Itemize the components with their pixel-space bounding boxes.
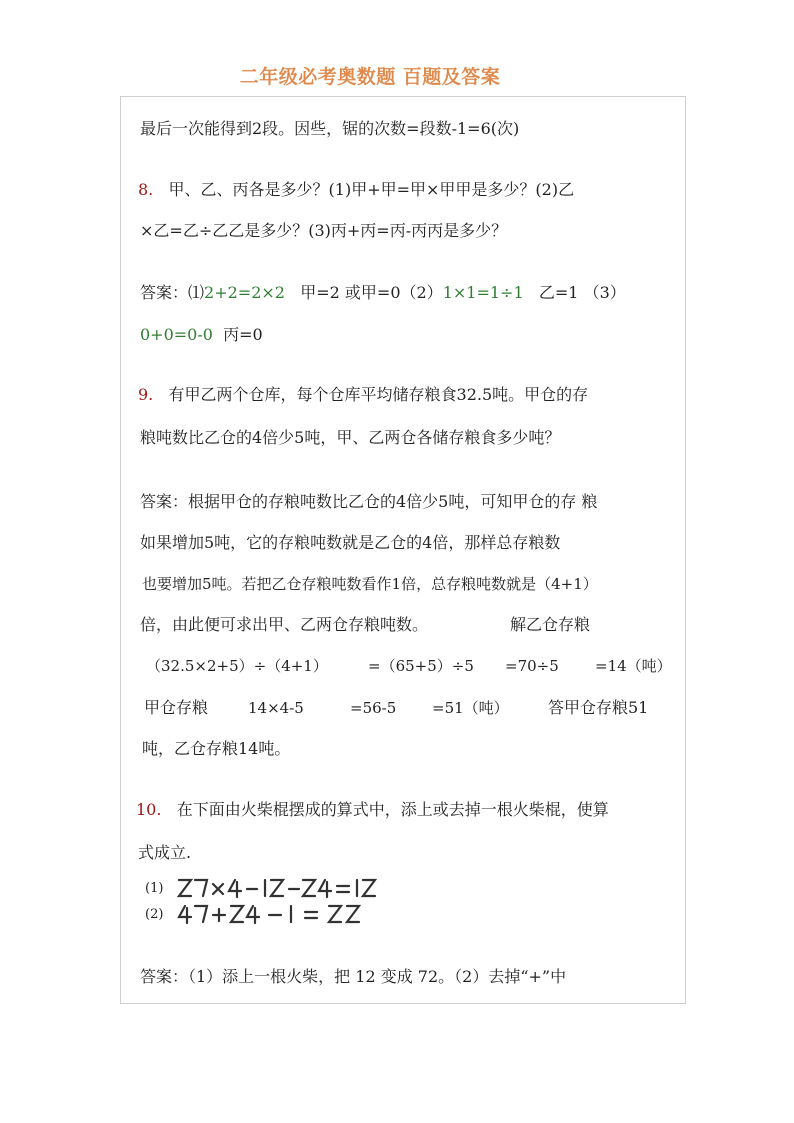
answer-8-line-1 [140, 283, 626, 303]
question-9-text-1: 有甲乙两个仓库，每个仓库平均储存粮食32.5吨。甲仓的存 [168, 385, 589, 404]
answer-8-label: 答案： [140, 283, 189, 302]
answer-9-line-4 [140, 615, 428, 635]
answer-8-seg-3: 甲=2 或甲=0（2） [300, 283, 443, 302]
question-10-line-2: 式成立. [138, 843, 192, 862]
answer-9-calc-1d: =14（吨） [595, 657, 672, 675]
question-9-line-1 [138, 385, 588, 405]
answer-9-calc-1a: （32.5×2+5）÷（4+1） [146, 657, 328, 675]
page-title: 二年级必考奥数题 百题及答案 [239, 66, 501, 88]
answer-9-line-1: 答案：根据甲仓的存粮吨数比乙仓的4倍少5吨，可知甲仓的存 粮 [140, 492, 598, 511]
question-9-line-2: 粮吨数比乙仓的4倍少5吨，甲、乙两仓各储存粮食多少吨？ [140, 428, 561, 447]
answer-9-line-4a: 倍，由此便可求出甲、乙两仓存粮吨数。 [140, 615, 429, 634]
matchstick-equation-2 [145, 902, 405, 928]
question-10-number: 10. [136, 800, 162, 819]
answer-9-calc-1b: =（65+5）÷5 [368, 657, 474, 675]
answer-9-line-7: 吨，乙仓存粮14吨。 [142, 739, 291, 758]
question-8-text-1: 甲、乙、丙各是多少？(1)甲+甲=甲×甲甲是多少？(2)乙 [168, 180, 575, 199]
question-10-line-1 [136, 800, 609, 820]
answer-8-line-2 [140, 325, 263, 345]
answer-8-seg-1: ⑴ [188, 283, 205, 302]
answer-9-calc-2c: =56-5 [350, 699, 397, 717]
question-9-number: 9. [138, 385, 154, 404]
answer-8-seg-2: 2+2=2×2 [204, 283, 285, 302]
answer-9-line-2: 如果增加5吨，它的存粮吨数就是乙仓的4倍，那样总存粮数 [140, 533, 561, 552]
answer-9-calc-2b: 14×4-5 [248, 699, 304, 717]
answer-9-calc-2d: =51（吨） [432, 699, 509, 717]
question-8-line-1 [138, 180, 574, 200]
answer-8-seg-5: 乙=1 （3） [538, 283, 626, 302]
equation-2-label: (2) [145, 907, 164, 922]
answer-9-calc-2e: 答甲仓存粮51 [548, 698, 649, 717]
answer-8-seg-7: 丙=0 [223, 325, 263, 344]
question-8-line-2: ×乙=乙÷乙乙是多少？(3)丙+丙=丙-丙丙是多少？ [140, 221, 508, 240]
answer-9-line-4b: 解乙仓存粮 [510, 615, 591, 634]
answer-9-calc-1c: =70÷5 [505, 657, 559, 675]
question-8-number: 8. [138, 180, 154, 199]
equation-1-label: (1) [145, 881, 164, 896]
answer-10-line-1: 答案：（1）添上一根火柴，把 12 变成 72。（2）去掉“+”中 [140, 967, 567, 986]
matchstick-equation-1 [145, 876, 405, 902]
answer-8-seg-4: 1×1=1÷1 [442, 283, 524, 302]
answer-9-calc-2a: 甲仓存粮 [144, 698, 209, 717]
answer-8-seg-6: 0+0=0-0 [140, 325, 213, 344]
previous-answer-line: 最后一次能得到2段。因些，锯的次数=段数-1=6(次) [140, 119, 520, 138]
matchstick-equation-1-image [175, 876, 415, 902]
question-10-text-1: 在下面由火柴棍摆成的算式中，添上或去掉一根火柴棍，使算 [176, 800, 609, 819]
answer-9-line-3: 也要增加5吨。若把乙仓存粮吨数看作1倍，总存粮吨数就是（4+1） [142, 575, 598, 593]
matchstick-equation-2-image [175, 902, 415, 928]
